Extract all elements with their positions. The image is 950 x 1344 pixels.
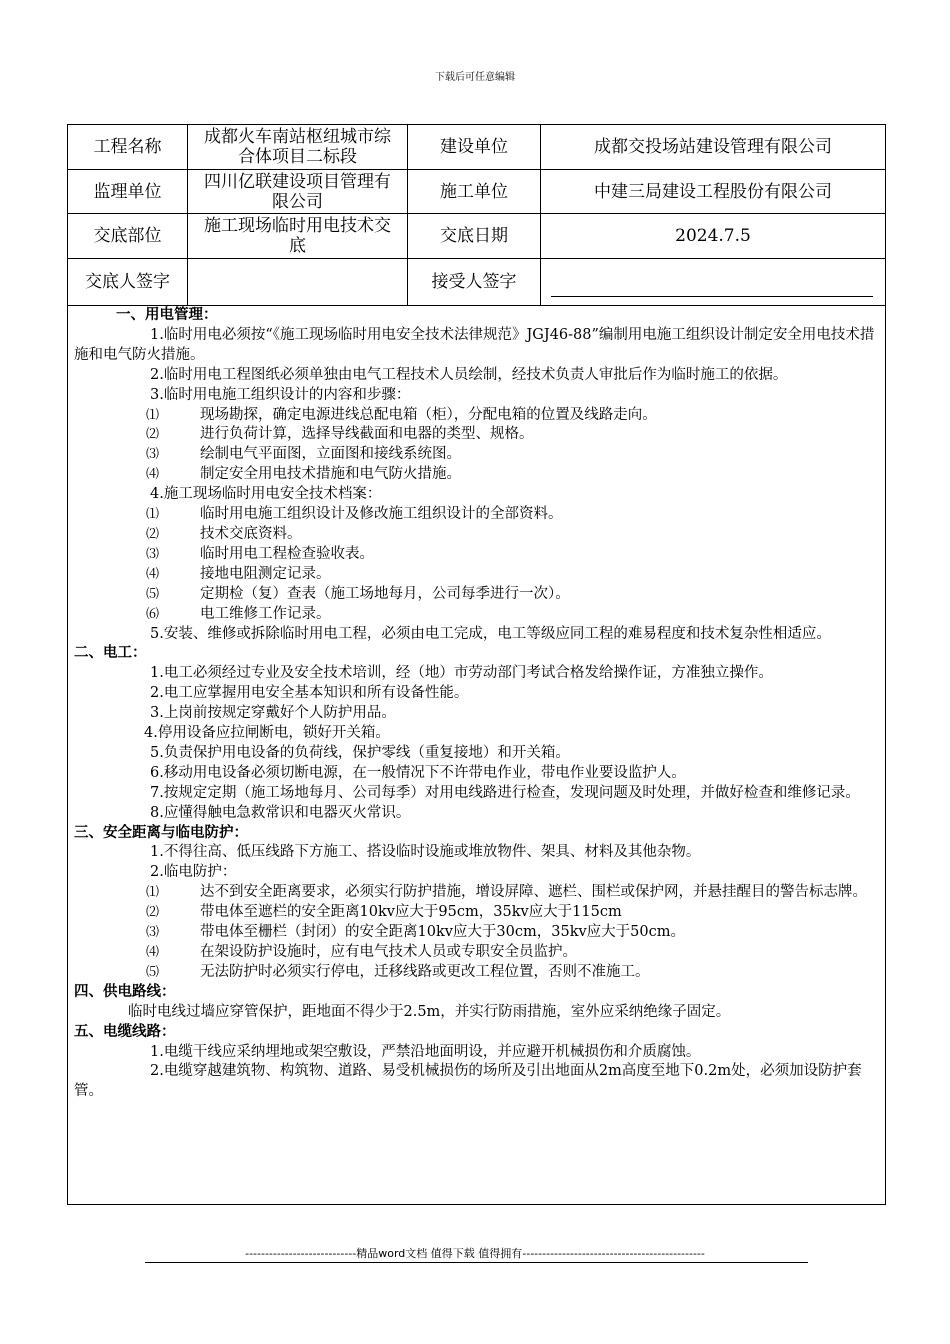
signature-line: [551, 296, 873, 297]
list-item: ⑶ 带电体至栅栏（封闭）的安全距离10kv应大于30cm，35kv应大于50cm。: [146, 924, 685, 941]
value-part: 施工现场临时用电技术交底: [187, 214, 407, 258]
paragraph: 2.临时用电工程图纸必须单独由电气工程技术人员绘制，经技术负责人审批后作为临时施工的依据。: [150, 366, 788, 383]
list-item: ⑷ 在架设防护设施时，应有电气技术人员或专职安全员监护。: [146, 944, 577, 960]
label-contractor: 施工单位: [407, 170, 540, 213]
paragraph: 1.不得往高、低压线路下方施工、搭设临时设施或堆放物件、架具、材料及其他杂物。: [150, 844, 701, 861]
paragraph: 1.电缆干线应采纳埋地或架空敷设，严禁沿地面明设，并应避开机械损伤和介质腐蚀。: [150, 1043, 701, 1060]
section-title: 三、安全距离与临电防护：: [74, 824, 248, 841]
label-part: 交底部位: [93, 226, 162, 246]
list-item: ⑷ 接地电阻测定记录。: [146, 565, 331, 582]
label-receiver-signature: 接受人签字: [407, 259, 540, 305]
paragraph: 3.上岗前按规定穿戴好个人防护用品。: [150, 705, 396, 722]
list-item: ⑶ 临时用电工程检查验收表。: [146, 545, 374, 562]
list-item: ⑸ 定期检（复）查表（施工场地每月，公司每季进行一次）。: [146, 585, 570, 602]
paragraph: 1.电工必须经过专业及安全技术培训，经（地）市劳动部门考试合格发给操作证，方准独立操作。: [150, 665, 773, 682]
paragraph: 8.应懂得触电急救常识和电器灭火常识。: [150, 804, 411, 821]
info-row: [68, 125, 885, 170]
value-supervisor: 四川亿联建设项目管理有限公司: [187, 170, 407, 213]
value-date: 2024.7.5: [540, 214, 885, 258]
discloser-signature-field[interactable]: [187, 259, 407, 305]
paragraph: 7.按规定定期（施工场地每月、公司每季）对用电线路进行检查，发现问题及时处理，并做好检查和维修记录。: [150, 784, 860, 801]
value-owner: 成都交投场站建设管理有限公司: [540, 125, 885, 169]
label-project-name: 工程名称: [93, 137, 162, 157]
paragraph: 4.施工现场临时用电安全技术档案：: [150, 486, 382, 503]
header-note: 下载后可任意编辑: [435, 72, 515, 83]
paragraph: 临时电线过墙应穿管保护，距地面不得少于2.5m，并实行防雨措施，室外应采纳绝缘子固定。: [128, 1003, 731, 1020]
signature-row: [68, 259, 885, 306]
info-row: [68, 214, 885, 259]
value-contractor: 中建三局建设工程股份有限公司: [540, 170, 885, 213]
paragraph: 1.临时用电必须按“《施工现场临时用电安全技术法律规范》JGJ46-88”编制用电施工组织设计制定安全用电技术措施和电气防火措施。: [74, 326, 875, 363]
label-date: 交底日期: [407, 214, 540, 258]
list-item: ⑶ 绘制电气平面图，立面图和接线系统图。: [146, 446, 461, 463]
paragraph: 2.电缆穿越建筑物、构筑物、道路、易受机械损伤的场所及引出地面从2m高度至地下0.2m处，必须加设防护套管。: [74, 1063, 862, 1100]
paragraph: 2.临电防护：: [150, 864, 237, 881]
list-item: ⑵ 带电体至遮栏的安全距离10kv应大于95cm，35kv应大于115cm: [146, 904, 622, 921]
section-title: 四、供电路线：: [74, 983, 176, 1000]
section-title: 一、用电管理：: [116, 307, 218, 323]
section-title: 二、电工：: [74, 645, 147, 662]
list-item: ⑷ 制定安全用电技术措施和电气防火措施。: [146, 466, 461, 483]
disclosure-table: [67, 124, 886, 1205]
list-item: ⑴ 达不到安全距离要求，必须实行防护措施，增设屏障、遮栏、围栏或保护网，并悬挂醒目的警告标志牌。: [146, 884, 867, 901]
info-row: [68, 170, 885, 214]
footer-divider: [145, 1262, 808, 1263]
paragraph: 4.停用设备应拉闸断电，锁好开关箱。: [144, 725, 390, 742]
list-item: ⑵ 进行负荷计算，选择导线截面和电器的类型、规格。: [146, 426, 534, 443]
paragraph: 6.移动用电设备必须切断电源，在一般情况下不许带电作业，带电作业要设监护人。: [150, 764, 686, 781]
label-discloser-signature: 交底人签字: [85, 272, 170, 292]
receiver-signature-field[interactable]: [540, 259, 885, 305]
paragraph: 5.安装、维修或拆除临时用电工程，必须由电工完成，电工等级应同工程的难易程度和技术复杂性相适应。: [150, 625, 831, 642]
list-item: ⑸ 无法防护时必须实行停电，迁移线路或更改工程位置，否则不准施工。: [146, 963, 650, 980]
list-item: ⑵ 技术交底资料。: [146, 525, 302, 542]
paragraph: 5.负责保护用电设备的负荷线，保护零线（重复接地）和开关箱。: [150, 744, 570, 761]
paragraph: 2.电工应掌握用电安全基本知识和所有设备性能。: [150, 685, 469, 702]
label-supervisor: 监理单位: [93, 181, 162, 202]
section-title: 五、电缆线路：: [74, 1023, 176, 1040]
label-owner: 建设单位: [407, 125, 540, 169]
list-item: ⑹ 电工维修工作记录。: [146, 605, 331, 622]
value-project-name: 成都火车南站枢纽城市综合体项目二标段: [187, 125, 407, 169]
list-item: ⑴ 现场勘探，确定电源进线总配电箱（柜），分配电箱的位置及线路走向。: [146, 406, 657, 423]
footer-note: ----------------------------精品word文档 值得下载 值得拥有----------------------------------------------: [245, 1247, 705, 1260]
disclosure-content: [68, 306, 885, 1102]
paragraph: 3.临时用电施工组织设计的内容和步骤：: [150, 386, 411, 403]
list-item: ⑴ 临时用电施工组织设计及修改施工组织设计的全部资料。: [146, 506, 563, 523]
